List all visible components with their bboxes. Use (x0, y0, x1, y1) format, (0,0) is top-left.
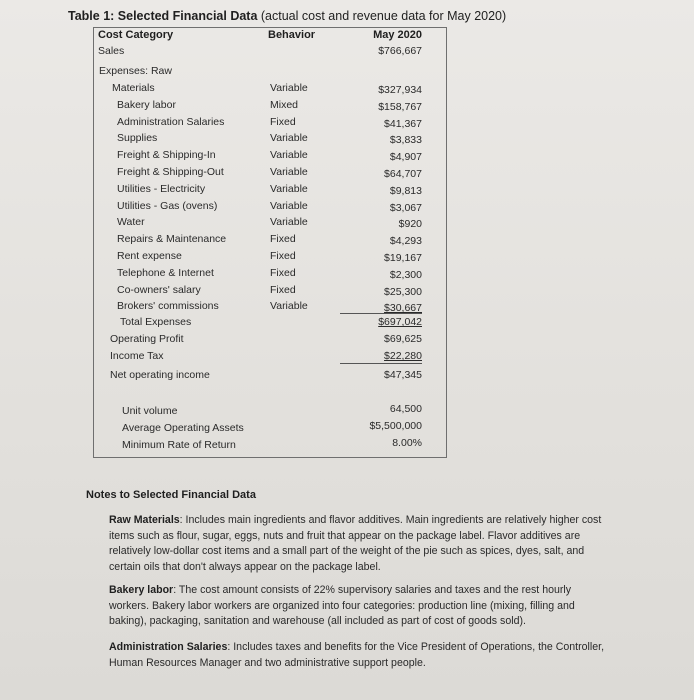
expense-row-behavior: Variable (270, 82, 308, 94)
expense-row-behavior: Fixed (270, 115, 296, 128)
unit-volume-value: 64,500 (389, 403, 422, 415)
expense-row-label: Administration Salaries (117, 115, 225, 128)
expense-row-behavior: Variable (270, 132, 308, 145)
sales-value: $766,667 (378, 45, 422, 57)
expense-row-value: $64,707 (384, 168, 422, 180)
avg-operating-assets-value: $5,500,000 (369, 420, 422, 432)
min-rate-return-label: Minimum Rate of Return (122, 439, 236, 451)
unit-volume-label: Unit volume (122, 405, 178, 417)
expense-row-label: Rent expense (117, 250, 182, 262)
table-title: Table 1: Selected Financial Data (actual cost and revenue data for May 2020) (68, 9, 507, 23)
min-rate-return-value: 8.00% (392, 437, 422, 449)
header-period: May 2020 (373, 29, 422, 41)
note-administration-salaries: Administration Salaries: Includes taxes and benefits for the Vice President of Operations, the Controller, Human Resources Manager and two administrative support people. (109, 641, 605, 669)
expense-row-label: Water (117, 216, 145, 229)
header-cost-category: Cost Category (98, 29, 174, 41)
expense-row-value: $9,813 (389, 184, 422, 197)
expense-row-behavior: Fixed (270, 233, 296, 246)
note-raw-materials: Raw Materials: Includes main ingredients and flavor additives. Main ingredients are relatively higher cost items such as flour, sugar, eggs, nuts and fruit that appear on the package label. Flavor additives are relatively low-dollar cost items and a small part of the weight of the pie such as spices, dyes, salt, and certain oils that don't always appear on the package label. (109, 514, 602, 573)
expense-row-behavior: Variable (270, 166, 308, 178)
expense-row-behavior: Variable (270, 216, 308, 229)
expense-row-value: $41,367 (384, 117, 422, 130)
expense-row-label: Freight & Shipping-Out (117, 166, 224, 178)
total-expenses-value: $697,042 (378, 316, 422, 328)
expense-row-value: $4,907 (389, 151, 422, 164)
expense-row-behavior: Fixed (270, 266, 296, 279)
expense-row-label: Telephone & Internet (117, 266, 214, 279)
expense-row-label: Bakery labor (117, 98, 176, 111)
expense-row-behavior: Variable (270, 149, 308, 162)
total-underline (340, 313, 422, 314)
expense-row-behavior: Variable (270, 182, 308, 195)
expense-row-label: Supplies (117, 132, 158, 145)
sales-label: Sales (98, 45, 125, 57)
note-bakery-labor: Bakery labor: The cost amount consists of 22% supervisory salaries and taxes and the rest hourly workers. Bakery labor workers are organized into four categories: production line (mixing, filling and baking), packaging, sanitation and warehouse (all included as part of cost of goods sold). (109, 584, 575, 627)
expense-row-value: $3,833 (389, 134, 422, 147)
expense-row-value: $4,293 (389, 235, 422, 248)
expense-row-behavior: Mixed (270, 98, 299, 111)
net-income-underline (340, 363, 422, 364)
avg-operating-assets-label: Average Operating Assets (122, 422, 244, 434)
expense-row-value: $19,167 (384, 252, 422, 264)
net-operating-income-label: Net operating income (110, 369, 210, 381)
expense-row-value: $3,067 (389, 201, 422, 214)
expenses-label: Expenses: Raw (99, 65, 172, 77)
notes-title: Notes to Selected Financial Data (86, 489, 256, 501)
expense-row-behavior: Fixed (270, 250, 296, 262)
expense-row-label: Repairs & Maintenance (117, 233, 227, 246)
income-tax-value: $22,280 (384, 350, 422, 362)
expense-row-label: Utilities - Electricity (117, 182, 206, 195)
operating-profit-label: Operating Profit (110, 333, 184, 345)
expense-row-label: Brokers' commissions (117, 300, 219, 313)
expense-row-label: Utilities - Gas (ovens) (117, 199, 218, 212)
header-behavior: Behavior (268, 29, 316, 41)
expense-row-behavior: Variable (270, 300, 308, 313)
income-tax-label: Income Tax (110, 350, 164, 362)
expense-row-value: $2,300 (389, 268, 422, 281)
total-expenses-label: Total Expenses (120, 316, 192, 328)
operating-profit-value: $69,625 (384, 333, 422, 345)
expense-row-label: Materials (112, 82, 155, 94)
expense-row-value: $30,667 (384, 302, 422, 315)
expense-row-value: $327,934 (378, 84, 422, 96)
expense-row-label: Freight & Shipping-In (117, 149, 216, 162)
net-operating-income-value: $47,345 (384, 369, 422, 381)
expense-row-behavior: Fixed (270, 283, 296, 296)
expense-row-value: $158,767 (378, 100, 422, 113)
expense-row-label: Co-owners' salary (117, 283, 201, 296)
expense-row-value: $920 (398, 218, 422, 231)
expense-row-behavior: Variable (270, 199, 308, 212)
expense-row-value: $25,300 (384, 285, 422, 298)
